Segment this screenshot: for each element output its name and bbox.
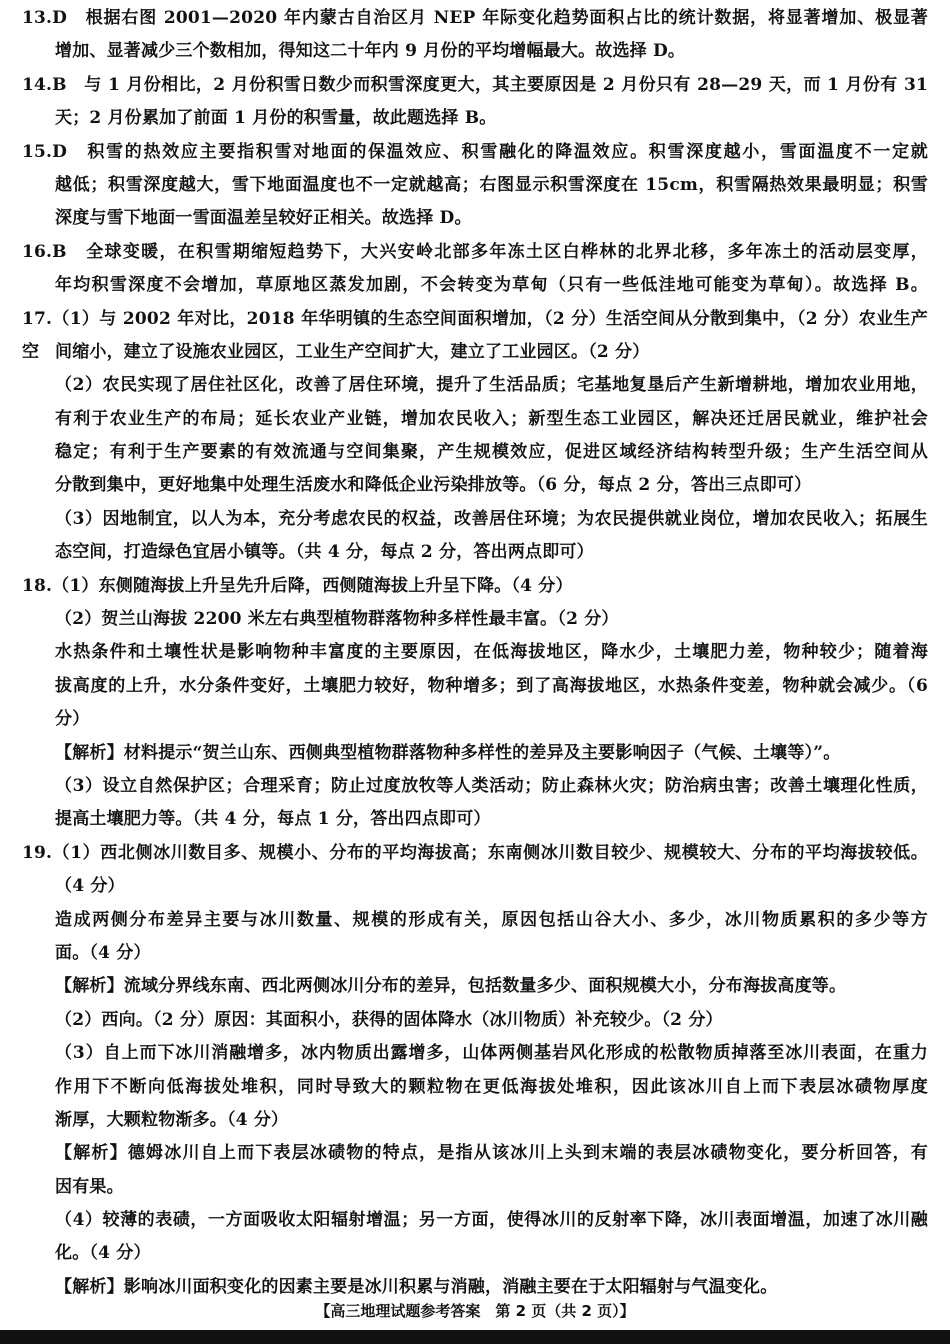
text-line: 提高土壤肥力等。（共 4 分，每点 1 分，答出四点即可）	[55, 809, 491, 830]
text-line: 造成两侧分布差异主要与冰川数量、规模的形成有关，原因包括山谷大小、多少，冰川物质累积的多少等方	[55, 909, 928, 930]
text-line: （4）较薄的表碛，一方面吸收太阳辐射增温；另一方面，使得冰川的反射率下降，冰川表面增温，加速了冰川融	[55, 1210, 928, 1231]
text-line: 渐厚，大颗粒物渐多。（4 分）	[55, 1109, 289, 1130]
text-line: 18.（1）东侧随海拔上升呈先升后降，西侧随海拔上升呈下降。（4 分）	[22, 575, 573, 596]
text-line: 有利于农业生产的布局；延长农业产业链，增加农民收入；新型生态工业园区，解决还迁居民就业，维护社会	[55, 408, 928, 429]
scan-edge-bar	[0, 1330, 950, 1344]
text-line: 拔高度的上升，水分条件变好，土壤肥力较好，物种增多；到了高海拔地区，水热条件变差，物种就会减少。（6	[55, 675, 928, 696]
text-line: 【解析】德姆冰川自上而下表层冰碛物的特点，是指从该冰川上头到末端的表层冰碛物变化，要分析回答，有	[55, 1143, 928, 1164]
text-line: 16.B 全球变暖，在积雪期缩短趋势下，大兴安岭北部多年冻土区白桦林的北界北移，多年冻土的活动层变厚，	[22, 241, 928, 262]
text-line: 年均积雪深度不会增加，草原地区蒸发加剧，不会转变为草甸（只有一些低洼地可能变为草甸）。故选择 B。	[55, 275, 928, 296]
text-line: 13.D 根据右图 2001—2020 年内蒙古自治区月 NEP 年际变化趋势面积占比的统计数据，将显著增加、极显著	[22, 8, 928, 28]
text-line: （3）设立自然保护区；合理采育；防止过度放牧等人类活动；防止森林火灾；防治病虫害；改善土壤理化性质，	[55, 775, 928, 796]
text-line: （2）农民实现了居住社区化，改善了居住环境，提升了生活品质；宅基地复垦后产生新增耕地，增加农业用地，	[55, 375, 928, 396]
text-line: 增加、显著减少三个数相加，得知这二十年内 9 月份的平均增幅最大。故选择 D。	[55, 41, 686, 62]
text-line: 越低；积雪深度越大，雪下地面温度也不一定就越高；右图显示积雪深度在 15cm，积雪隔热效果最明显；积雪	[55, 174, 928, 195]
text-line: 分）	[55, 709, 90, 730]
text-line: 水热条件和土壤性状是影响物种丰富度的主要原因，在低海拔地区，降水少，土壤肥力差，物种较少；随着海	[55, 642, 928, 663]
text-line: 面。（4 分）	[55, 942, 151, 963]
page-footer: 【高三地理试题参考答案 第 2 页（共 2 页）】	[315, 1302, 635, 1320]
text-line: 【解析】材料提示“贺兰山东、西侧典型植物群落物种多样性的差异及主要影响因子（气候、土壤等）”。	[55, 742, 841, 763]
text-line: 稳定；有利于生产要素的有效流通与空间集聚，产生规模效应，促进区域经济结构转型升级；生产生活空间从	[55, 442, 928, 463]
text-line: （2）贺兰山海拔 2200 米左右典型植物群落物种多样性最丰富。（2 分）	[55, 609, 619, 630]
text-line: 态空间，打造绿色宜居小镇等。（共 4 分，每点 2 分，答出两点即可）	[55, 542, 594, 563]
text-line: 间缩小，建立了设施农业园区，工业生产空间扩大，建立了工业园区。（2 分）	[55, 341, 650, 362]
text-line: （4 分）	[55, 876, 125, 897]
answer-content	[22, 2, 928, 1304]
text-line: 因有果。	[55, 1176, 124, 1197]
text-line: 14.B 与 1 月份相比，2 月份积雪日数少而积雪深度更大，其主要原因是 2 月份只有 28—29 天，而 1 月份有 31	[22, 74, 928, 95]
text-line: 【解析】影响冰川面积变化的因素主要是冰川积累与消融，消融主要在于太阳辐射与气温变化。	[55, 1276, 778, 1297]
text-line: 天；2 月份累加了前面 1 月份的积雪量，故此题选择 B。	[55, 108, 497, 129]
text-line: （2）西向。（2 分）原因：其面积小，获得的固体降水（冰川物质）补充较少。（2 分）	[55, 1009, 723, 1030]
text-line: 15.D 积雪的热效应主要指积雪对地面的保温效应、积雪融化的降温效应。积雪深度越小，雪面温度不一定就	[22, 141, 928, 162]
text-line: 17.（1）与 2002 年对比，2018 年华明镇的生态空间面积增加，（2 分）生活空间从分散到集中，（2 分）农业生产空	[22, 308, 928, 362]
text-line: 19.（1）西北侧冰川数目多、规模小、分布的平均海拔高；东南侧冰川数目较少、规模较大、分布的平均海拔较低。	[22, 842, 928, 863]
text-line: 【解析】流域分界线东南、西北两侧冰川分布的差异，包括数量多少、面积规模大小，分布海拔高度等。	[55, 976, 847, 997]
text-line: 化。（4 分）	[55, 1243, 151, 1264]
text-line: （3）因地制宜，以人为本，充分考虑农民的权益，改善居住环境；为农民提供就业岗位，增加农民收入；拓展生	[55, 508, 928, 529]
text-line: 深度与雪下地面一雪面温差呈较好正相关。故选择 D。	[55, 208, 472, 229]
text-line: 分散到集中，更好地集中处理生活废水和降低企业污染排放等。（6 分，每点 2 分，答出三点即可）	[55, 475, 812, 496]
text-line: 作用下不断向低海拔处堆积，同时导致大的颗粒物在更低海拔处堆积，因此该冰川自上而下表层冰碛物厚度	[55, 1076, 928, 1097]
text-line: （3）自上而下冰川消融增多，冰内物质出露增多，山体两侧基岩风化形成的松散物质掉落至冰川表面，在重力	[55, 1043, 928, 1064]
